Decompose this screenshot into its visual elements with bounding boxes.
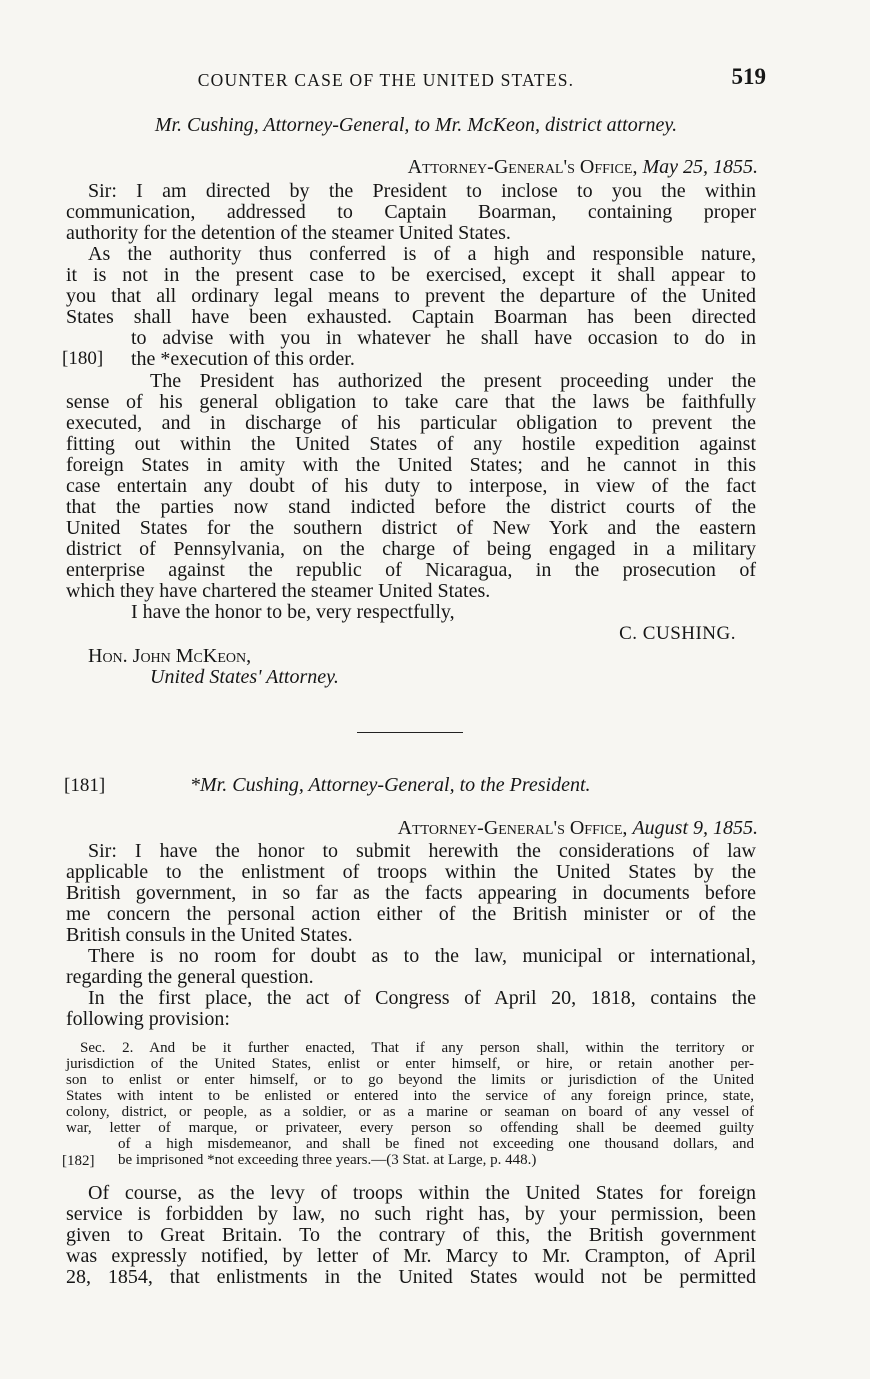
- page-number: 519: [731, 64, 766, 89]
- body-line: There is no room for doubt as to the law, municipal or international,: [88, 945, 756, 967]
- body-line: fitting out within the United States of any hostile expedition against: [66, 433, 756, 455]
- statute-line: States with intent to be enlisted or entered into the service of any foreign prince, state,: [66, 1088, 754, 1104]
- letter1-dateline-date: May 25, 1855.: [642, 156, 758, 178]
- body-line: enterprise against the republic of Nicaragua, in the prosecution of: [66, 559, 756, 581]
- margin-page-ref: [181]: [64, 775, 106, 796]
- body-line: British consuls in the United States.: [66, 924, 353, 946]
- statute-line: Sec. 2. And be it further enacted, That if any person shall, within the territory or: [80, 1040, 754, 1056]
- letter1-dateline: [408, 156, 758, 179]
- body-line: district of Pennsylvania, on the charge of being engaged in a military: [66, 538, 756, 560]
- margin-page-ref: [180]: [62, 348, 104, 369]
- body-line: foreign States in amity with the United States; and he cannot in this: [66, 454, 756, 476]
- body-line: communication, addressed to Captain Boarman, containing proper: [66, 201, 756, 223]
- body-line: 28, 1854, that enlistments in the United States would not be permitted: [66, 1266, 756, 1288]
- letter1-addressee-title: United States' Attorney.: [150, 666, 339, 688]
- body-line: executed, and in discharge of his particular obligation to prevent the: [66, 412, 756, 434]
- statute-line: son to enlist or enter himself, or to go beyond the limits or jurisdiction of the United: [66, 1072, 754, 1088]
- letter1-addressee-name: [88, 645, 251, 668]
- body-line: The President has authorized the present proceeding under the: [150, 370, 756, 392]
- body-line: As the authority thus conferred is of a high and responsible nature,: [88, 243, 756, 265]
- body-line: authority for the detention of the steamer United States.: [66, 222, 511, 244]
- body-line: Sir: I am directed by the President to inclose to you the within: [88, 180, 756, 202]
- body-line: following provision:: [66, 1008, 230, 1030]
- body-line: was expressly notified, by letter of Mr. Marcy to Mr. Crampton, of April: [66, 1245, 756, 1267]
- letter1-dateline-office: Attorney-General's Office,: [407, 156, 638, 178]
- statute-line: colony, district, or people, as a soldier, or as a marine or seaman on board of any vessel of: [66, 1104, 754, 1120]
- body-line: which they have chartered the steamer United States.: [66, 580, 491, 602]
- body-line: me concern the personal action either of the British minister or of the: [66, 903, 756, 925]
- body-line: you that all ordinary legal means to prevent the departure of the United: [66, 285, 756, 307]
- body-line: United States for the southern district of New York and the eastern: [66, 517, 756, 539]
- statute-line: be imprisoned *not exceeding three years.—(3 Stat. at Large, p. 448.): [118, 1152, 537, 1168]
- body-line: service is forbidden by law, no such right has, by your permission, been: [66, 1203, 756, 1225]
- running-head: [66, 64, 766, 94]
- body-line: to advise with you in whatever he shall have occasion to do in: [131, 327, 756, 349]
- letter2-heading: *Mr. Cushing, Attorney-General, to the President.: [190, 774, 591, 796]
- body-line: I have the honor to be, very respectfully,: [131, 601, 455, 623]
- letter2-dateline: [398, 817, 758, 840]
- letter1-heading: Mr. Cushing, Attorney-General, to Mr. McKeon, district attorney.: [154, 114, 678, 136]
- letter1-signature: C. CUSHING.: [619, 623, 736, 644]
- body-line: it is not in the present case to be exercised, except it shall appear to: [66, 264, 756, 286]
- body-line: Of course, as the levy of troops within the United States for foreign: [88, 1182, 756, 1204]
- section-divider: [357, 732, 463, 733]
- margin-page-ref: [182]: [62, 1153, 95, 1169]
- body-line: In the first place, the act of Congress of April 20, 1818, contains the: [88, 987, 756, 1009]
- running-head-title: COUNTER CASE OF THE UNITED STATES.: [197, 70, 575, 90]
- body-line: Sir: I have the honor to submit herewith the considerations of law: [88, 840, 756, 862]
- body-line: applicable to the enlistment of troops within the United States by the: [66, 861, 756, 883]
- statute-line: jurisdiction of the United States, enlist or enter himself, or hire, or retain another per-: [66, 1056, 754, 1072]
- body-line: that the parties now stand indicted before the district courts of the: [66, 496, 756, 518]
- body-line: regarding the general question.: [66, 966, 314, 988]
- addressee-name-text: Hon. John McKeon,: [88, 645, 252, 667]
- statute-line: war, letter of marque, or privateer, every person so offending shall be deemed guilty: [66, 1120, 754, 1136]
- body-line: given to Great Britain. To the contrary of this, the British government: [66, 1224, 756, 1246]
- body-line: case entertain any doubt of his duty to interpose, in view of the fact: [66, 475, 756, 497]
- body-line: the *execution of this order.: [131, 348, 355, 370]
- body-line: sense of his general obligation to take care that the laws be faithfully: [66, 391, 756, 413]
- body-line: British government, in so far as the facts appearing in documents before: [66, 882, 756, 904]
- body-line: States shall have been exhausted. Captain Boarman has been directed: [66, 306, 756, 328]
- letter2-dateline-date: August 9, 1855.: [632, 817, 758, 839]
- letter2-dateline-office: Attorney-General's Office,: [397, 817, 628, 839]
- statute-line: of a high misdemeanor, and shall be fined not exceeding one thousand dollars, and: [118, 1136, 754, 1152]
